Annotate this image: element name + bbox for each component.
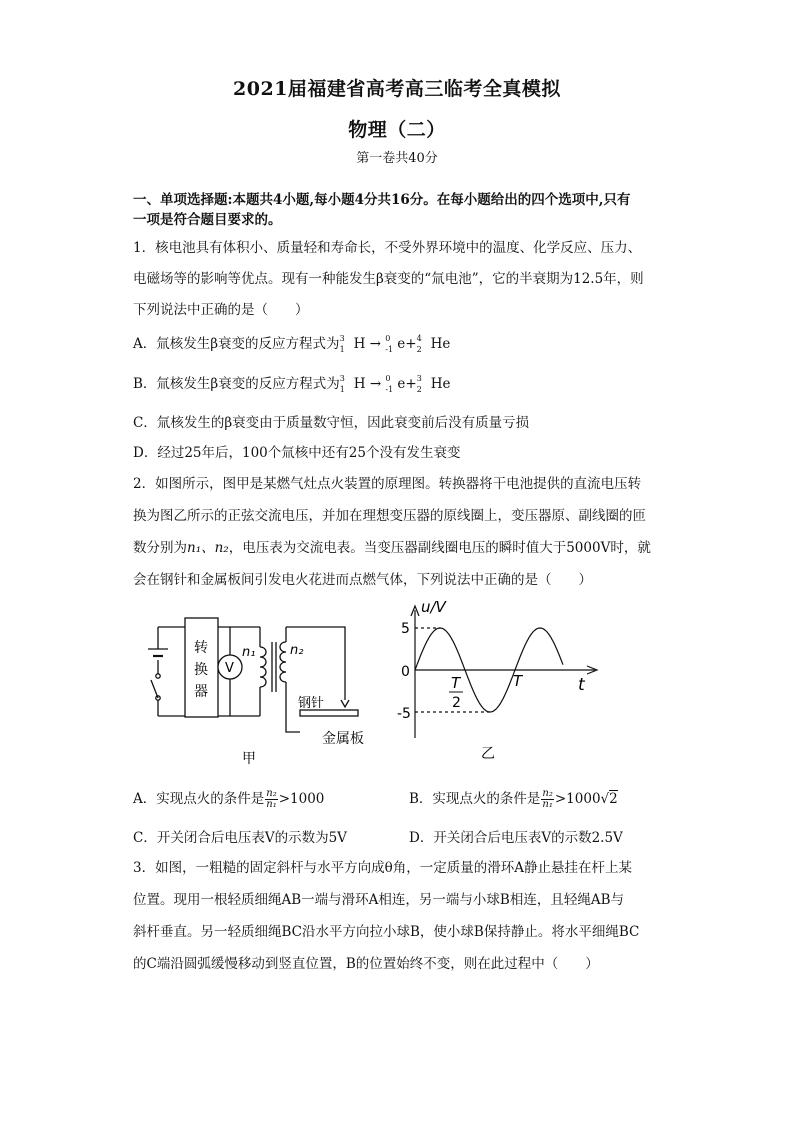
converter-label-char2: 换 (194, 662, 208, 678)
q1-option-b (133, 372, 451, 396)
q1-option-a (133, 332, 450, 356)
n2-label: n₂ (290, 643, 304, 658)
volume-note: 第一卷共40分 (356, 151, 438, 166)
tick-t: T (513, 672, 523, 690)
q1-option-a-equation: 3 1 H → 0 -1 e+ 4 2 He (339, 333, 451, 354)
figure-jia-caption: 甲 (242, 751, 256, 767)
sqrt-radicand: 2 (609, 791, 618, 807)
tick-t2-num: T (451, 674, 461, 692)
q1-option-d: D．经过25年后，100个氚核中还有25个没有发生衰变 (133, 445, 461, 461)
switch-blade (151, 680, 158, 698)
q2-option-c: C．开关闭合后电压表V的示数为5V (133, 830, 347, 846)
figure-yi-graph (395, 598, 610, 768)
q3-line4: 的C端沿圆弧缓慢移动到竖直位置，B的位置始终不变，则在此过程中（ ） (133, 956, 599, 972)
sqrt-symbol: √ (600, 791, 610, 807)
q2-line2: 换为图乙所示的正弦交流电压，并加在理想变压器的原线圈上，变压器原、副线圈的匝 (133, 508, 646, 524)
y-axis-label: u/V (421, 598, 446, 616)
q2-line3: 数分别为n₁、n₂，电压表为交流电表。当变压器副线圈电压的瞬时值大于5000V时，就 (133, 540, 651, 556)
q2-option-a-fraction: $\frac{\text{n₂}}{\text{n₁}}$ (266, 788, 277, 810)
q2-option-d: D．开关闭合后电压表V的示数2.5V (409, 830, 623, 846)
tick-t2-den: 2 (452, 695, 461, 711)
q1-option-b-text: B．氚核发生β衰变的反应方程式为 (133, 376, 340, 392)
secondary-wire-top (286, 627, 345, 700)
exam-subtitle: 物理（二） (348, 119, 446, 141)
converter-label-char3: 器 (194, 684, 208, 700)
n1-label: n₁ (242, 645, 256, 660)
q1-line2: 电磁场等的影响等优点。现有一种能发生β衰变的“氚电池”，它的半衰期为12.5年，则 (133, 271, 644, 287)
tick-minus-5: -5 (397, 706, 411, 722)
q2-line4: 会在钢针和金属板间引发电火花进而点燃气体，下列说法中正确的是（ ） (133, 572, 592, 588)
q1-line3: 下列说法中正确的是（ ） (133, 302, 309, 318)
q2-line1: 2．如图所示，图甲是某燃气灶点火装置的原理图。转换器将干电池提供的直流电压转 (133, 476, 642, 492)
needle-label: 钢针 (298, 696, 325, 711)
q3-line3: 斜杆垂直。另一轻质细绳BC沿水平方向拉小球B，使小球B保持静止。将水平细绳BC (133, 924, 640, 940)
q3-line2: 位置。现用一根轻质细绳AB一端与滑环A相连，另一端与小球B相连，且轻绳AB与 (133, 892, 625, 908)
primary-coil (260, 647, 266, 687)
q2-option-a: A．实现点火的条件是 $\frac{\text{n₂}}{\text{n₁}}$ >1000 (133, 788, 325, 810)
figure-jia-circuit (140, 612, 380, 772)
needle-tip (341, 700, 349, 707)
q2-option-b-fraction: $\frac{\text{n₂}}{\text{n₁}}$ (542, 788, 553, 810)
section-heading-line2: 一项是符合题目要求的。 (133, 212, 282, 228)
tick-0: 0 (401, 664, 410, 680)
q1-option-a-text: A．氚核发生β衰变的反应方程式为 (133, 336, 340, 352)
q3-line1: 3．如图，一粗糙的固定斜杆与水平方向成θ角，一定质量的滑环A静止悬挂在杆上某 (133, 860, 632, 876)
exam-title: 2021届福建省高考高三临考全真模拟 (233, 78, 561, 100)
figure-yi-caption: 乙 (481, 746, 495, 762)
q1-option-b-equation: 3 1 H → 0 -1 e+ 3 2 He (339, 373, 451, 394)
secondary-coil (280, 642, 286, 682)
voltmeter-label: V (225, 661, 234, 676)
q1-option-c: C．氚核发生的β衰变由于质量数守恒，因此衰变前后没有质量亏损 (133, 415, 530, 431)
plate-label: 金属板 (322, 731, 364, 747)
tick-5: 5 (401, 621, 410, 637)
section-heading-line1: 一、单项选择题:本题共4小题,每小题4分共16分。在每小题给出的四个选项中,只有 (133, 192, 631, 208)
x-axis-label: t (578, 675, 585, 695)
q2-option-b: B．实现点火的条件是 $\frac{\text{n₂}}{\text{n₁}}$ >1000√2 (409, 788, 618, 810)
q1-line1: 1．核电池具有体积小、质量轻和寿命长，不受外界环境中的温度、化学反应、压力、 (133, 240, 642, 256)
switch-terminal-top (156, 674, 160, 678)
converter-label-char1: 转 (194, 640, 208, 656)
